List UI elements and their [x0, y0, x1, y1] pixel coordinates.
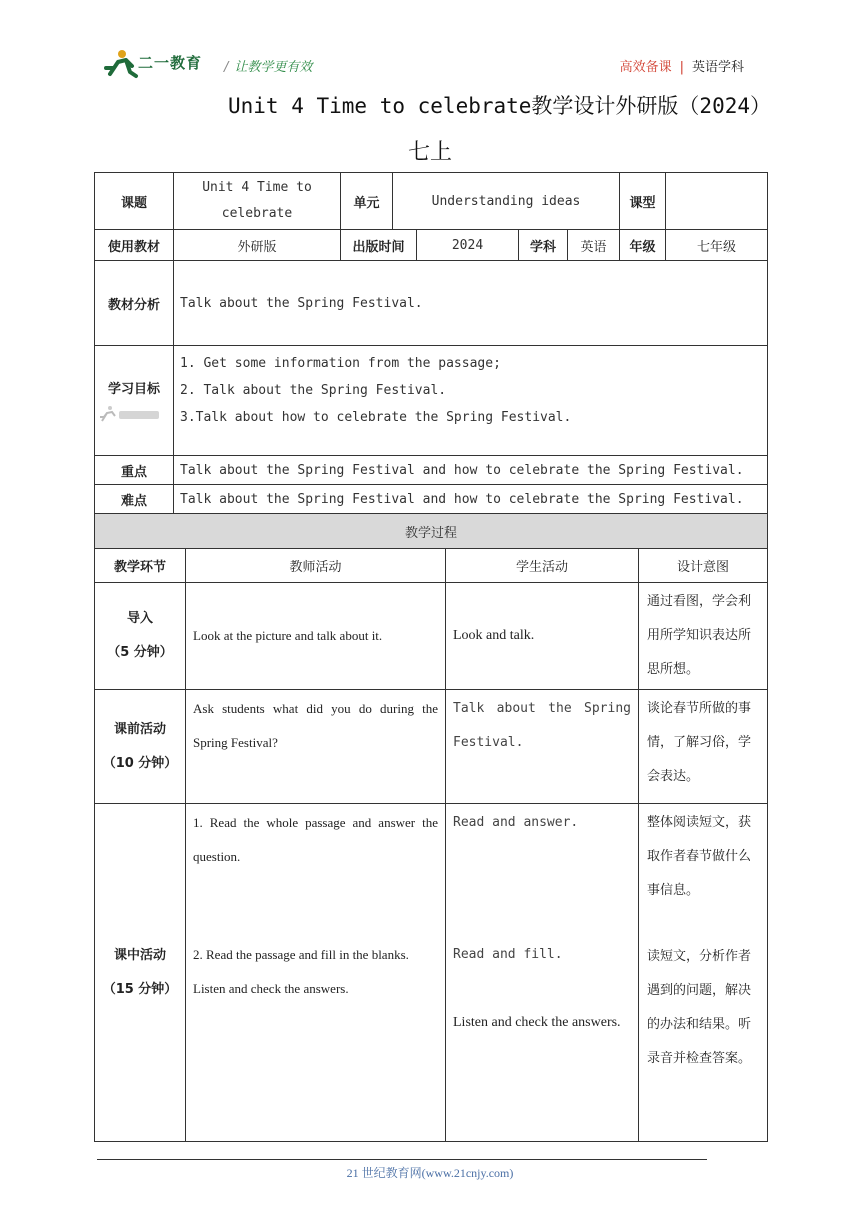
- process-title: 教学过程: [95, 514, 768, 549]
- lesson-type-label: 课型: [620, 173, 666, 230]
- textbook-label: 使用教材: [95, 230, 174, 261]
- table-row: [95, 690, 768, 804]
- logo-text: 二一教育: [138, 54, 203, 72]
- design-intent: 谈论春节所做的事情，了解习俗，学会表达。: [639, 690, 768, 804]
- grade-label: 年级: [620, 230, 666, 261]
- lesson-type-value: [666, 173, 768, 230]
- difficult-point-label: 难点: [95, 485, 174, 514]
- teacher-activity: Look at the picture and talk about it.: [186, 583, 446, 690]
- page-header: [104, 46, 754, 82]
- teacher-activity: [186, 804, 446, 1142]
- student-step: Read and answer.: [453, 815, 579, 830]
- course-info-table: [94, 172, 768, 514]
- subject-value: 英语: [568, 230, 620, 261]
- intent-step: 读短文，分析作者遇到的问题，解决的办法和结果。听录音并检查答案。: [647, 949, 752, 1066]
- teacher-step: 1. Read the whole passage and answer the question.: [193, 815, 438, 864]
- slogan-slash: /: [224, 60, 229, 75]
- analysis-value: Talk about the Spring Festival.: [174, 261, 768, 346]
- column-header: 设计意图: [639, 549, 768, 583]
- pubtime-value: 2024: [417, 230, 519, 261]
- goals-label: 学习目标: [107, 382, 160, 397]
- design-intent: 通过看图，学会利用所学知识表达所思所想。: [639, 583, 768, 690]
- column-header: 教学环节: [95, 549, 186, 583]
- grade-value: 七年级: [666, 230, 768, 261]
- student-activity: Look and talk.: [446, 583, 639, 690]
- pubtime-label: 出版时间: [341, 230, 417, 261]
- difficult-point-value: Talk about the Spring Festival and how to celebrate the Spring Festival.: [174, 485, 768, 514]
- subject-label: 学科: [519, 230, 568, 261]
- teacher-step: 2. Read the passage and fill in the blanks.: [193, 947, 409, 962]
- teacher-activity: Ask students what did you do during the Spring Festival?: [186, 690, 446, 804]
- stage-name: 课前活动: [113, 721, 166, 737]
- student-activity: [446, 804, 639, 1142]
- table-row: [95, 583, 768, 690]
- stage-duration: （10 分钟）: [102, 755, 178, 771]
- stage-cell: [95, 690, 186, 804]
- slogan: [224, 56, 312, 75]
- goals-list: [174, 346, 768, 456]
- student-step: Listen and check the answers.: [453, 1015, 621, 1030]
- student-activity: Talk about the Spring Festival.: [446, 690, 639, 804]
- goal-item: 2. Talk about the Spring Festival.: [180, 383, 447, 398]
- column-header: 学生活动: [446, 549, 639, 583]
- key-point-label: 重点: [95, 456, 174, 485]
- student-step: Read and fill.: [453, 947, 563, 962]
- footer-source: 21 世纪教育网(www.21cnjy.com): [346, 1166, 514, 1180]
- column-header: 教师活动: [186, 549, 446, 583]
- slogan-text: 让教学更有效: [234, 60, 313, 75]
- document-title: Unit 4 Time to celebrate教学设计外研版（2024）: [228, 94, 772, 118]
- table-row: [95, 804, 768, 1142]
- key-point-value: Talk about the Spring Festival and how to celebrate the Spring Festival.: [174, 456, 768, 485]
- stage-cell: [95, 583, 186, 690]
- analysis-label: 教材分析: [95, 261, 174, 346]
- header-tag-subject: 英语学科: [691, 60, 744, 75]
- topic-value: Unit 4 Time to celebrate: [174, 173, 341, 230]
- teacher-step: Listen and check the answers.: [193, 981, 349, 996]
- textbook-value: 外研版: [174, 230, 341, 261]
- teaching-process-table: [94, 513, 768, 1142]
- stage-name: 导入: [126, 611, 153, 626]
- header-separator: |: [679, 60, 684, 75]
- goals-cell: [95, 346, 174, 456]
- stage-duration: （15 分钟）: [102, 981, 178, 997]
- stage-duration: （5 分钟）: [107, 645, 173, 660]
- stage-cell: [95, 804, 186, 1142]
- stage-name: 课中活动: [113, 947, 166, 963]
- header-tag-primary: 高效备课: [619, 60, 672, 75]
- footer-divider: [97, 1159, 707, 1160]
- header-tags: [620, 56, 744, 75]
- design-intent: [639, 804, 768, 1142]
- document-title-line2: 七上: [407, 140, 452, 165]
- watermark-logo-icon: [99, 405, 163, 423]
- goal-item: 3.Talk about how to celebrate the Spring Festival.: [180, 410, 572, 425]
- unit-label: 单元: [341, 173, 393, 230]
- intent-step: 整体阅读短文，获取作者春节做什么事信息。: [647, 815, 752, 898]
- unit-value: Understanding ideas: [393, 173, 620, 230]
- topic-label: 课题: [95, 173, 174, 230]
- goal-item: 1. Get some information from the passage;: [180, 356, 501, 371]
